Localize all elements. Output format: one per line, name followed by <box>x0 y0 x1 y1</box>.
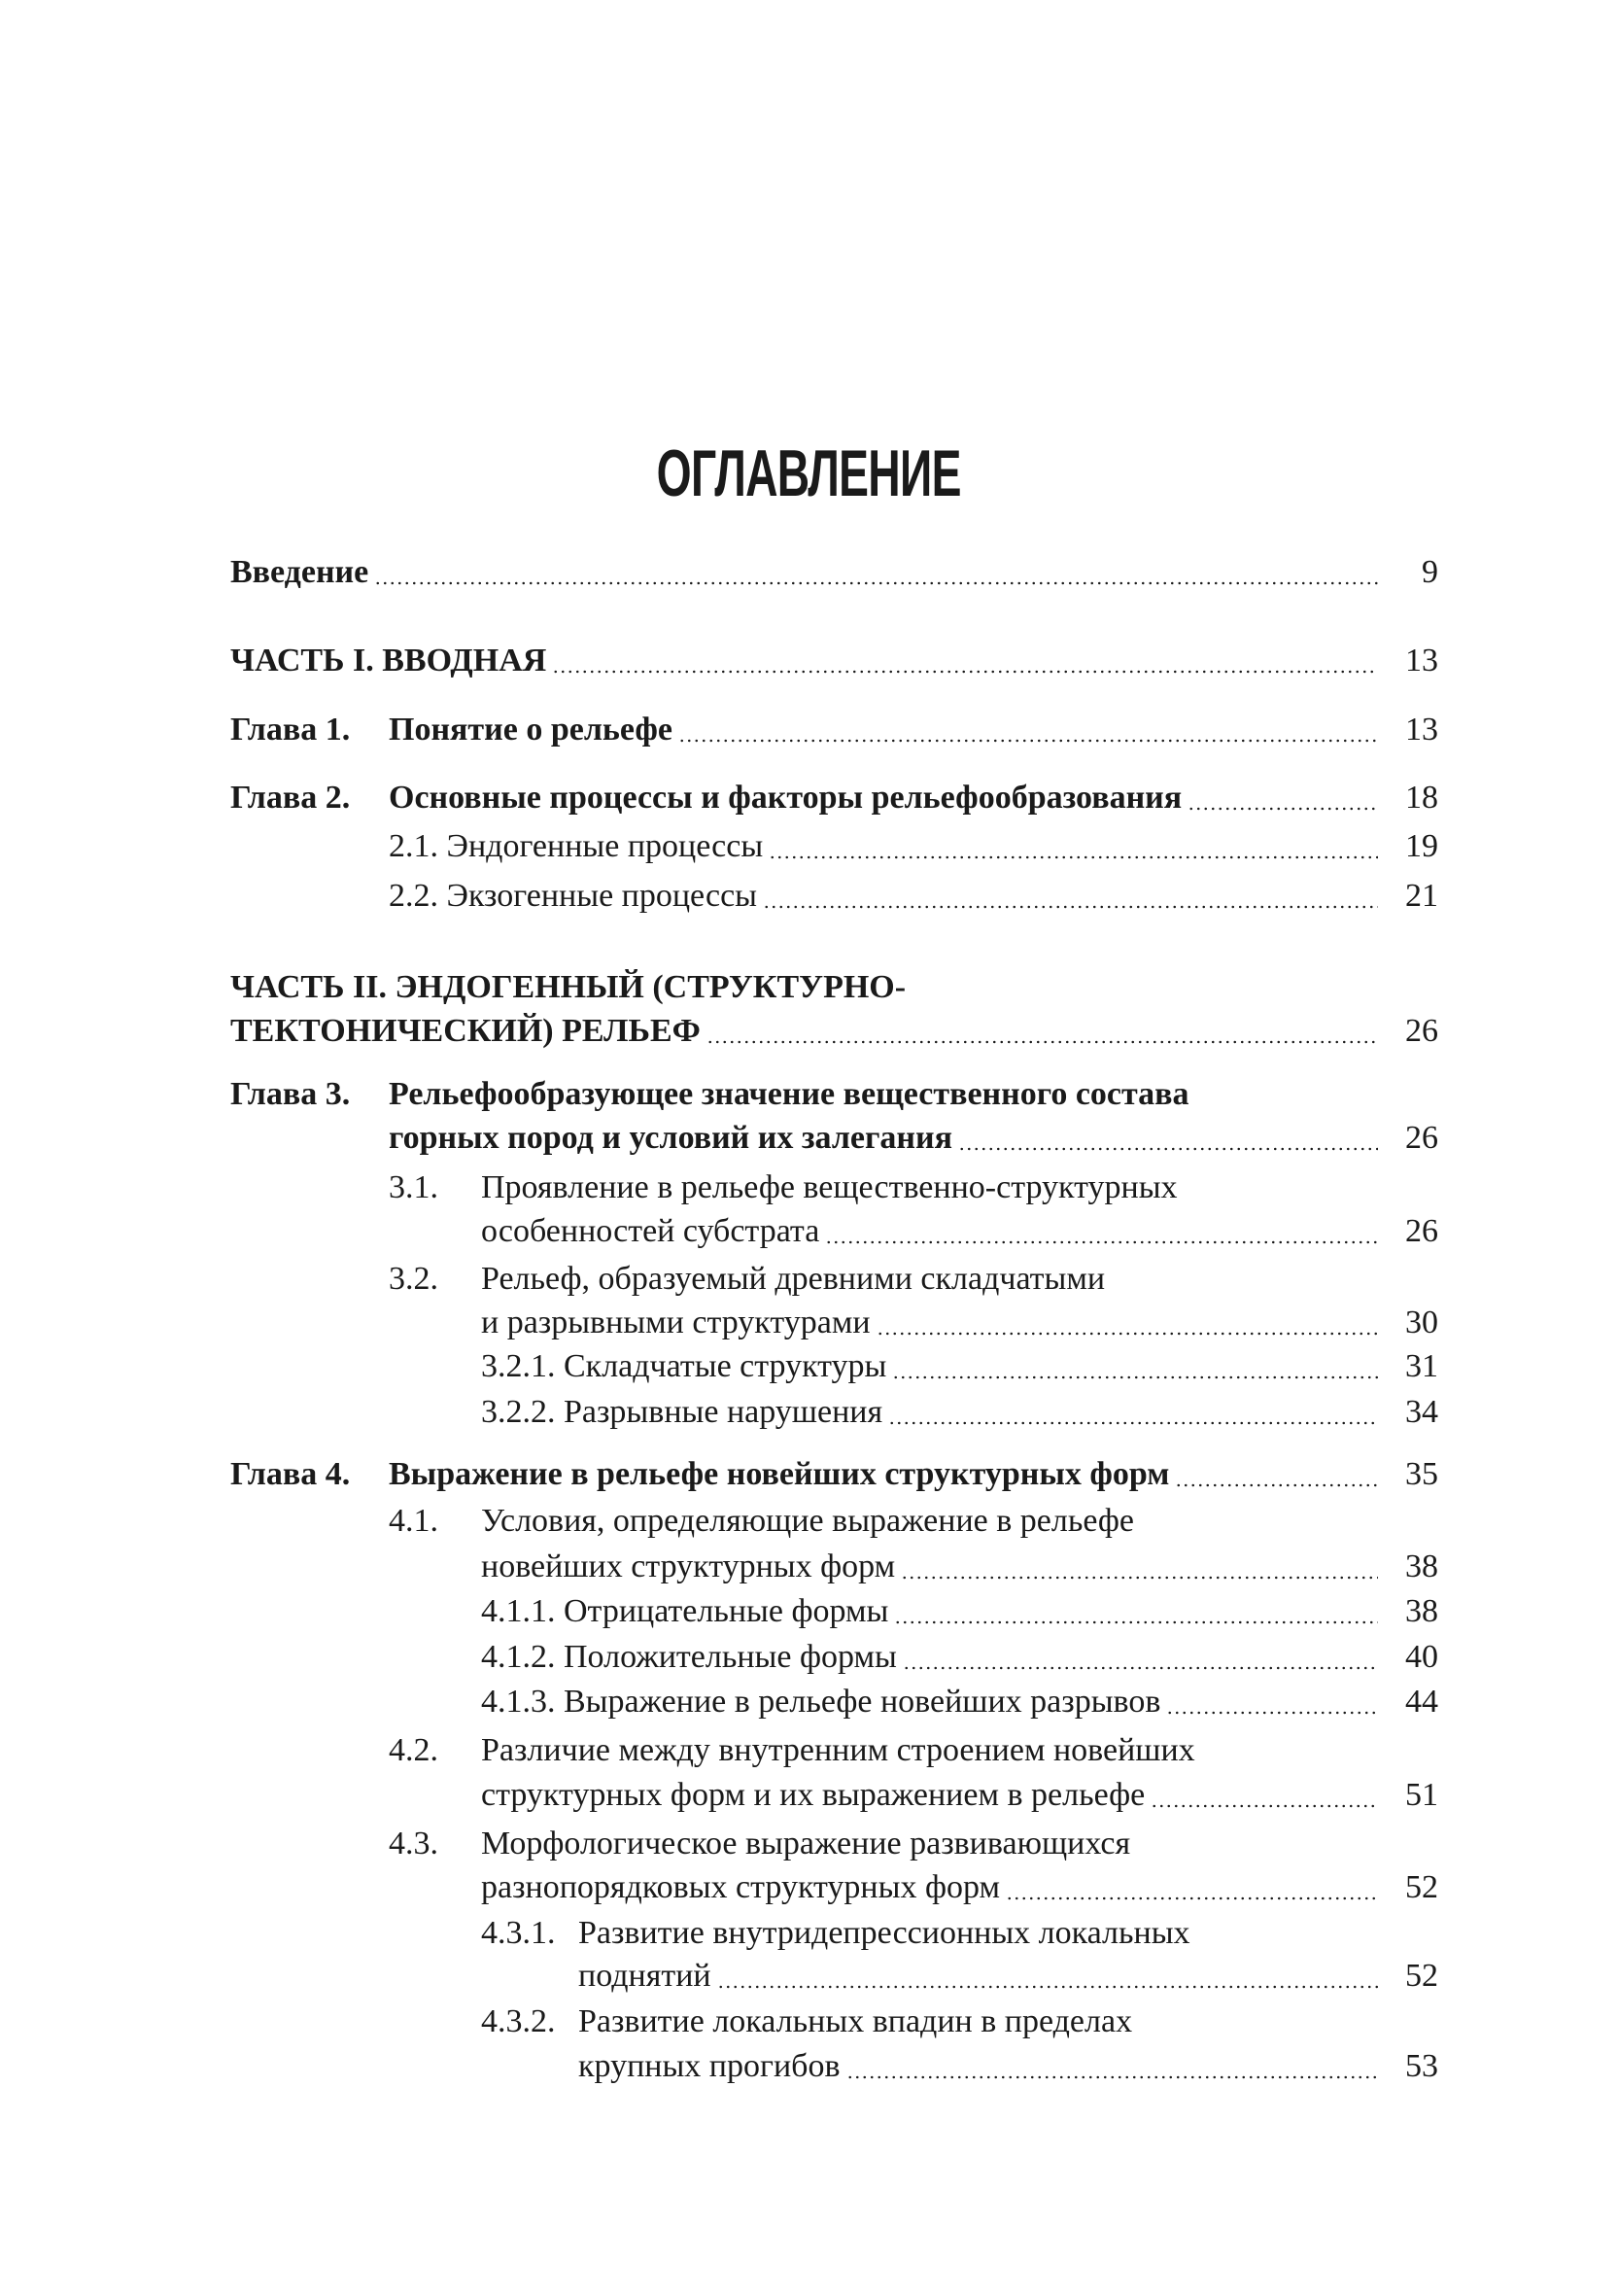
toc-entry-text: Условия, определяющие выражение в рельефе <box>481 1503 1134 1539</box>
toc-entry-line <box>230 1010 1438 1053</box>
toc-entry-line <box>481 1258 1105 1301</box>
page-number: 53 <box>1405 2048 1438 2084</box>
toc-entry-line <box>481 1590 1438 1633</box>
toc-entry-line <box>389 709 1438 751</box>
toc-entry-text: Рельефообразующее значение вещественного состава <box>389 1076 1189 1112</box>
toc-entry-text: и разрывными структурами <box>481 1305 871 1340</box>
page-number: 9 <box>1422 554 1438 590</box>
page-number: 52 <box>1405 1869 1438 1905</box>
toc-entry-text: Развитие внутридепрессионных локальных <box>578 1915 1190 1951</box>
toc-entry-text: Основные процессы и факторы рельефообразования <box>389 780 1183 816</box>
toc-entry-text: ЧАСТЬ I. ВВОДНАЯ <box>230 643 547 678</box>
toc-entry-text: 3.2.1. Складчатые структуры <box>481 1348 887 1384</box>
dot-leader <box>552 670 1378 674</box>
page-number: 38 <box>1405 1593 1438 1629</box>
toc-entry-text: 4.1.2. Положительные формы <box>481 1639 897 1675</box>
toc-entry-line <box>578 1955 1438 1998</box>
toc-entry-line <box>578 1912 1190 1955</box>
toc-entry-text: Выражение в рельефе новейших структурных форм <box>389 1456 1170 1492</box>
dot-leader <box>825 1240 1378 1244</box>
dot-leader <box>846 2075 1379 2079</box>
toc-entry-line <box>481 1546 1438 1588</box>
toc-entry-line <box>389 825 1438 868</box>
toc-entry-text: особенностей субстрата <box>481 1213 820 1249</box>
page-number: 38 <box>1405 1548 1438 1584</box>
toc-entry-line <box>230 551 1438 594</box>
page-number: 26 <box>1405 1213 1438 1249</box>
toc-entry-number: Глава 3. <box>230 1076 351 1112</box>
page-number: 34 <box>1405 1394 1438 1430</box>
toc-entry-text: новейших структурных форм <box>481 1548 896 1584</box>
toc-entry-text: горных пород и условий их залегания <box>389 1120 952 1156</box>
page-number: 51 <box>1405 1777 1438 1813</box>
toc-entry-line <box>481 1302 1438 1344</box>
toc-entry-line <box>481 1500 1134 1543</box>
dot-leader <box>1188 807 1378 811</box>
toc-entry-text: 4.1.1. Отрицательные формы <box>481 1593 889 1629</box>
toc-entry-number: 4.2. <box>389 1732 438 1768</box>
toc-entry-line <box>230 966 906 1009</box>
toc-entry-line <box>578 2000 1132 2043</box>
toc-entry-line <box>481 1166 1178 1209</box>
page-title <box>0 436 1618 510</box>
toc-entry-text: ЧАСТЬ II. ЭНДОГЕННЫЙ (СТРУКТУРНО- <box>230 969 907 1005</box>
toc-entry-line <box>481 1391 1438 1434</box>
toc-entry-number: 4.1. <box>389 1503 438 1539</box>
toc-entry-text: Морфологическое выражение развивающихся <box>481 1826 1131 1861</box>
toc-entry-line <box>481 1681 1438 1723</box>
toc-entry-number: Глава 1. <box>230 712 351 748</box>
page-number: 40 <box>1405 1639 1438 1675</box>
page-number: 13 <box>1405 712 1438 748</box>
dot-leader <box>901 1576 1378 1580</box>
toc-entry-line <box>481 1866 1438 1909</box>
dot-leader <box>903 1666 1378 1670</box>
toc-entry-line <box>230 640 1438 682</box>
toc-entry-text: Проявление в рельефе вещественно-структурных <box>481 1169 1178 1205</box>
toc-entry-number: Глава 2. <box>230 780 351 816</box>
page-number: 13 <box>1405 643 1438 678</box>
dot-leader <box>706 1040 1378 1044</box>
page-number: 21 <box>1405 878 1438 914</box>
dot-leader <box>678 739 1378 743</box>
dot-leader <box>888 1421 1378 1425</box>
dot-leader <box>1166 1711 1378 1715</box>
toc-entry-text: Рельеф, образуемый древними складчатыми <box>481 1261 1106 1297</box>
page-number: 18 <box>1405 780 1438 816</box>
page-number: 19 <box>1405 828 1438 864</box>
page-number: 26 <box>1405 1120 1438 1156</box>
dot-leader <box>1175 1483 1378 1487</box>
toc-entry-line <box>481 1210 1438 1253</box>
toc-entry-text: 4.1.3. Выражение в рельефе новейших разрывов <box>481 1684 1161 1720</box>
toc-entry-text: структурных форм и их выражением в рельефе <box>481 1777 1146 1813</box>
page-number: 31 <box>1405 1348 1438 1384</box>
dot-leader <box>877 1332 1378 1336</box>
toc-entry-text: крупных прогибов <box>578 2048 841 2084</box>
toc-entry-line <box>481 1636 1438 1679</box>
toc-entry-line <box>481 1345 1438 1388</box>
dot-leader <box>717 1985 1378 1989</box>
dot-leader <box>1151 1804 1378 1808</box>
page-number: 35 <box>1405 1456 1438 1492</box>
page-number: 26 <box>1405 1013 1438 1049</box>
dot-leader <box>1006 1896 1378 1900</box>
title-text: ОГЛАВЛЕНИЕ <box>656 436 962 510</box>
toc-entry-text: Развитие локальных впадин в пределах <box>578 2003 1133 2039</box>
toc-entry-line <box>389 777 1438 819</box>
toc-entry-line <box>481 1823 1130 1865</box>
toc-entry-line <box>389 1453 1438 1496</box>
toc-entry-number: 3.1. <box>389 1169 438 1205</box>
toc-entry-number: 4.3.1. <box>481 1915 556 1951</box>
toc-entry-line <box>481 1774 1438 1817</box>
toc-entry-text: поднятий <box>578 1958 711 1994</box>
toc-entry-text: 3.2.2. Разрывные нарушения <box>481 1394 883 1430</box>
dot-leader <box>894 1620 1378 1624</box>
dot-leader <box>374 581 1378 585</box>
dot-leader <box>769 855 1378 859</box>
toc-entry-number: 4.3.2. <box>481 2003 556 2039</box>
dot-leader <box>892 1375 1378 1379</box>
toc-entry-line <box>389 875 1438 918</box>
toc-entry-text: ТЕКТОНИЧЕСКИЙ) РЕЛЬЕФ <box>230 1013 701 1049</box>
toc-entry-line <box>389 1073 1189 1116</box>
page-number: 52 <box>1405 1958 1438 1994</box>
dot-leader <box>958 1147 1378 1151</box>
toc-entry-text: Введение <box>230 554 369 590</box>
page-number: 44 <box>1405 1684 1438 1720</box>
toc-entry-line <box>389 1117 1438 1160</box>
toc-entry-text: 2.2. Экзогенные процессы <box>389 878 758 914</box>
toc-entry-text: Различие между внутренним строением новейших <box>481 1732 1195 1768</box>
toc-entry-number: Глава 4. <box>230 1456 351 1492</box>
dot-leader <box>763 905 1378 909</box>
toc-entry-text: Понятие о рельефе <box>389 712 672 748</box>
toc-entry-line <box>481 1729 1195 1772</box>
toc-entry-line <box>578 2045 1438 2088</box>
toc-entry-number: 3.2. <box>389 1261 438 1297</box>
toc-entry-number: 4.3. <box>389 1826 438 1861</box>
page-number: 30 <box>1405 1305 1438 1340</box>
toc-entry-text: 2.1. Эндогенные процессы <box>389 828 764 864</box>
toc-entry-text: разнопорядковых структурных форм <box>481 1869 1001 1905</box>
